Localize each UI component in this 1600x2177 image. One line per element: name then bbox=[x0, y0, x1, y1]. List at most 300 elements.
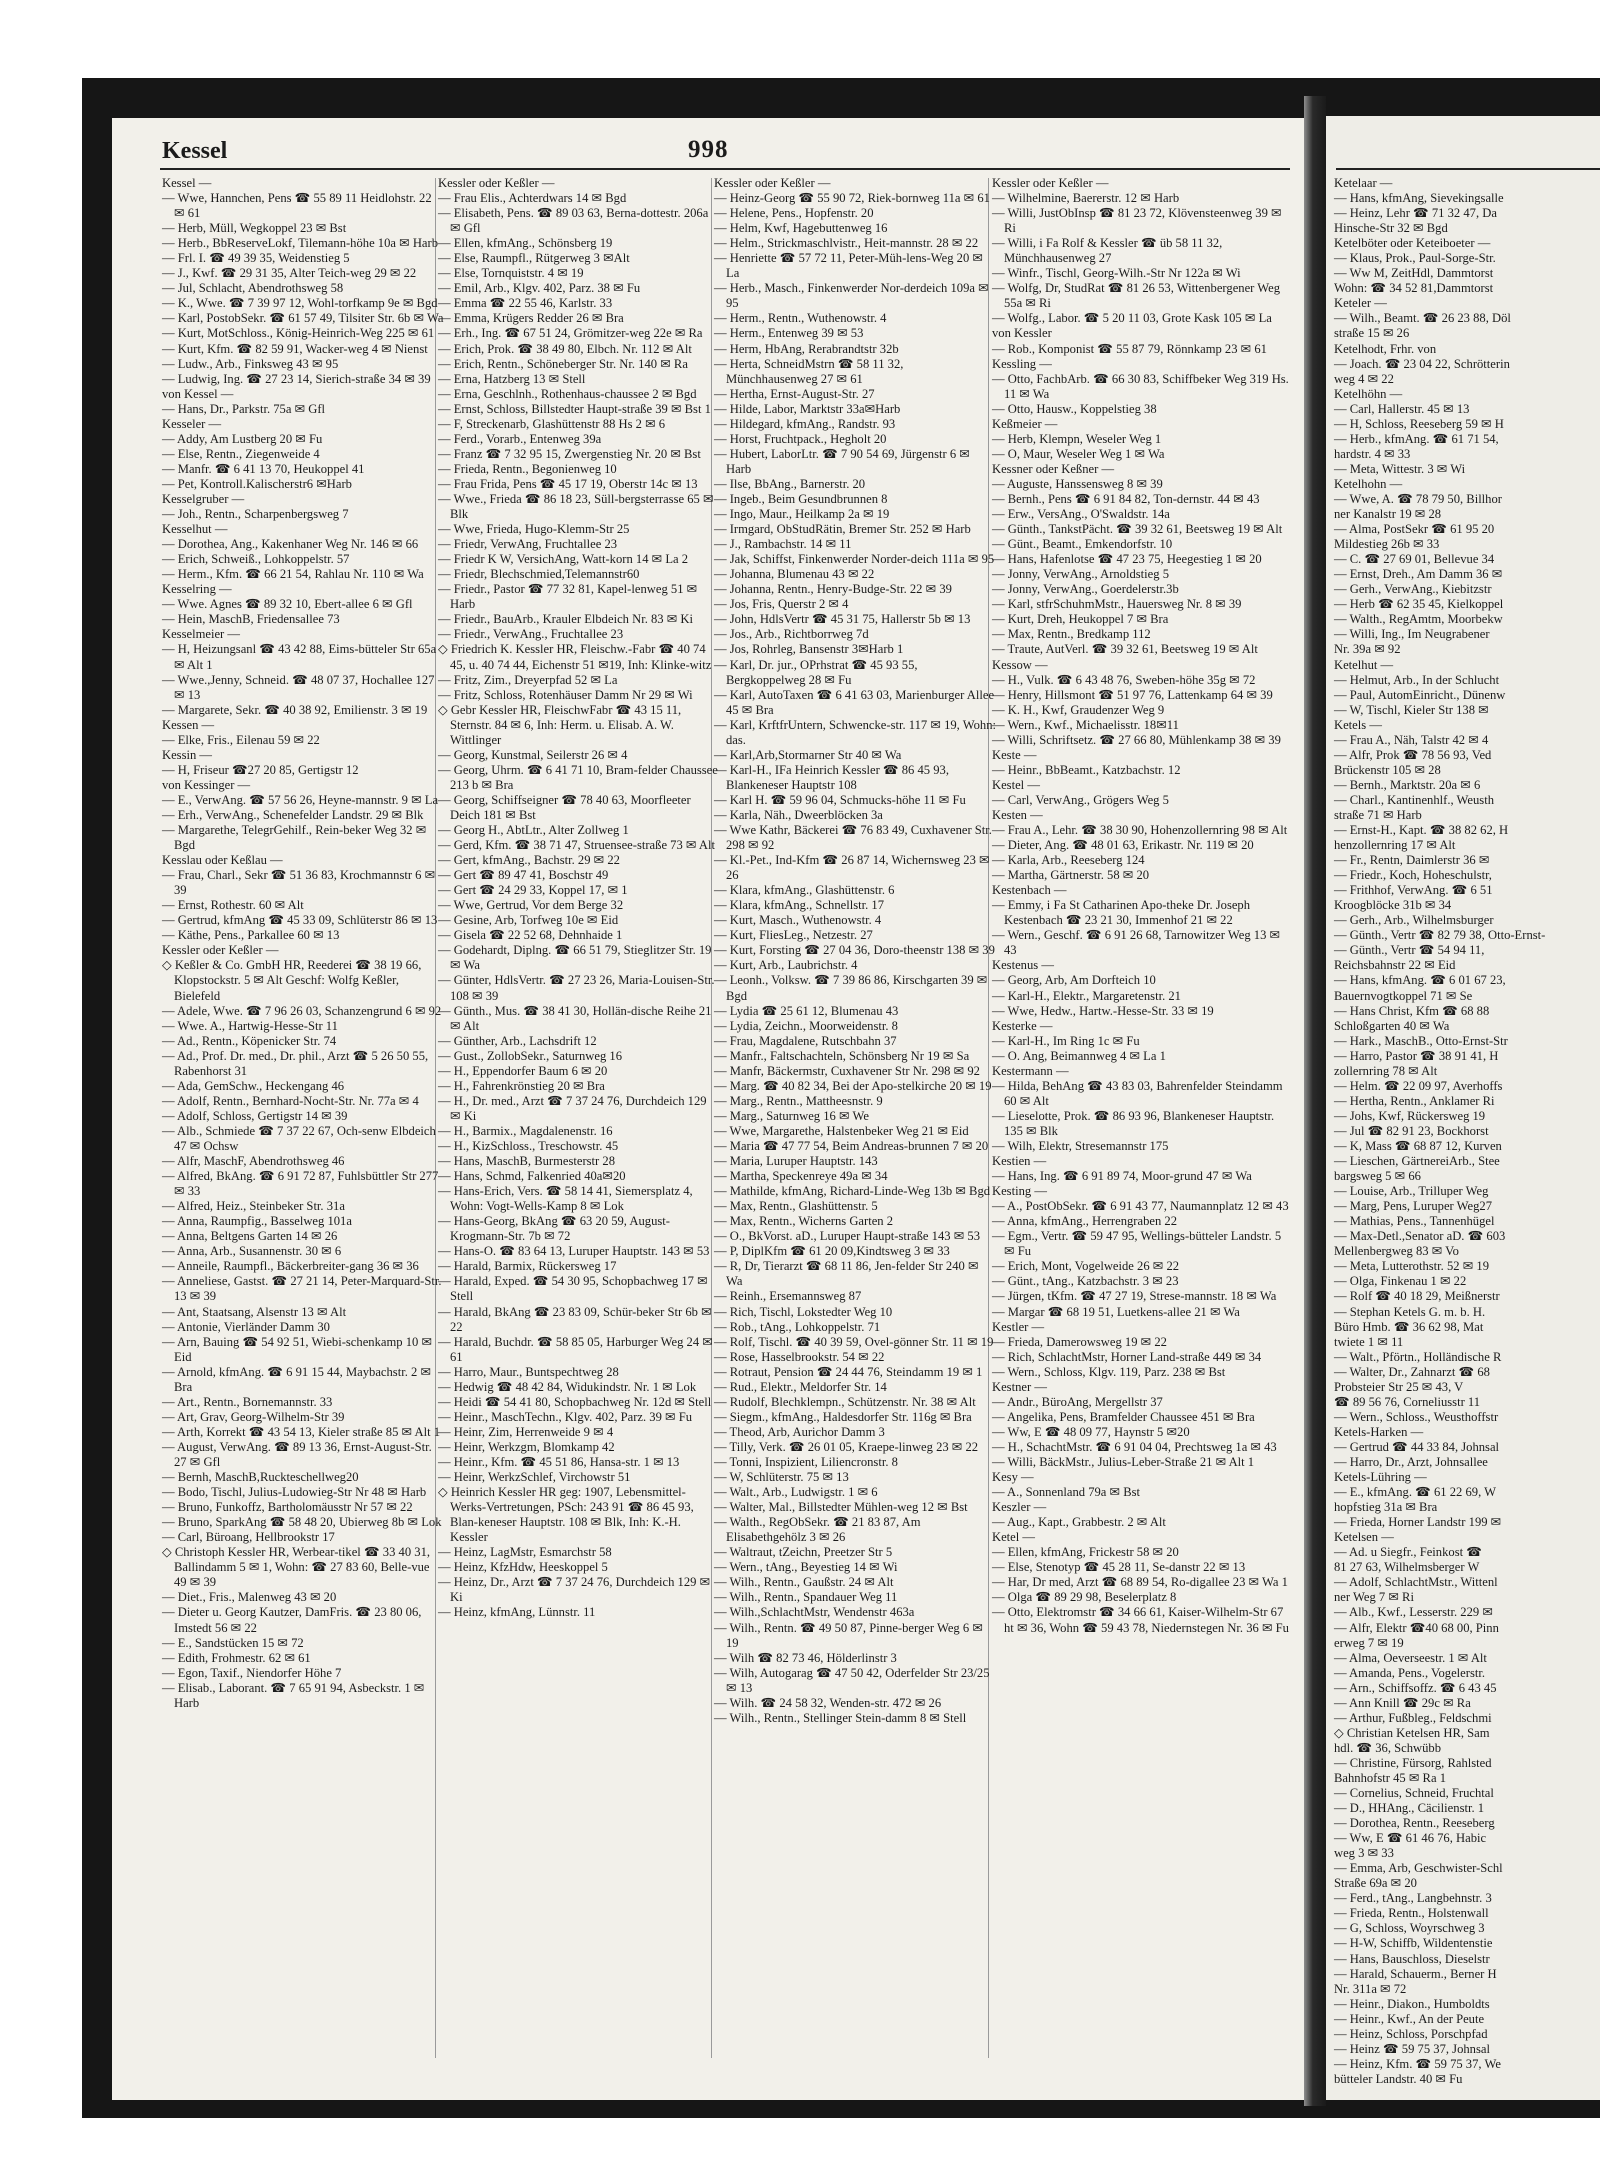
directory-entry: — Wilh., Beamt. ☎ 26 23 88, Döl bbox=[1334, 311, 1511, 326]
directory-entry: — Wilh, Elektr, Stresemannstr 175 bbox=[992, 1139, 1169, 1153]
directory-entry: — Heinr., Kwf., An der Peute bbox=[1334, 2011, 1485, 2026]
directory-entry: — Frl. I. ☎ 49 39 35, Weidenstieg 5 bbox=[162, 251, 350, 266]
directory-entry: — Karla, Arb., Reeseberg 124 bbox=[992, 853, 1145, 868]
directory-entry: — Günt., tAng., Katzbachstr. 3 ✉ 23 bbox=[992, 1274, 1179, 1289]
directory-entry: — Antonie, Vierländer Damm 30 bbox=[162, 1319, 330, 1334]
directory-entry: — Leonh., Volksw. ☎ 7 39 86 86, Kirschgarten 39 ✉ Bgd bbox=[714, 973, 988, 1003]
directory-entry: — Auguste, Hanssensweg 8 ✉ 39 bbox=[992, 476, 1163, 491]
directory-entry: — Gerh., VerwAng., Kiebitzstr bbox=[1334, 582, 1492, 597]
directory-entry: — Karl, AutoTaxen ☎ 6 41 63 03, Marienburger Allee 45 ✉ Bra bbox=[714, 687, 995, 717]
directory-entry: — Wern., Kwf., Michaelisstr. 18✉11 bbox=[992, 717, 1179, 732]
directory-entry: — Jonny, VerwAng., Goerdelerstr.3b bbox=[992, 582, 1179, 597]
directory-entry: Kessner oder Keßner — bbox=[992, 461, 1115, 476]
directory-entry: — Wilh.,SchlachtMstr, Wendenstr 463a bbox=[714, 1605, 915, 1620]
directory-entry: — Ernst, Schloss, Billstedter Haupt-straße 39 ✉ Bst 1 bbox=[438, 401, 711, 416]
directory-entry: — Hubert, LaborLtr. ☎ 7 90 54 69, Jürgenstr 6 ✉ Harb bbox=[714, 446, 970, 476]
directory-entry: — Hans, Bauschloss, Dieselstr bbox=[1334, 1951, 1490, 1966]
directory-entry: ◇ Christoph Kessler HR, Werbear-tikel ☎ 33 40 31, Ballindamm 5 ✉ 1, Wohn: ☎ 27 83 60, Belle-vue 49 ✉ 39 bbox=[162, 1545, 431, 1590]
directory-entry: Keszler — bbox=[992, 1500, 1047, 1515]
directory-entry: — Charl., Kantinenhlf., Weusth bbox=[1334, 792, 1494, 807]
directory-entry: — Georg H., AbtLtr., Alter Zollweg 1 bbox=[438, 823, 629, 838]
directory-entry: — Rud., Elektr., Meldorfer Str. 14 bbox=[714, 1379, 887, 1394]
directory-entry: — Heinr., BbBeamt., Katzbachstr. 12 bbox=[992, 762, 1181, 777]
directory-entry: — Ad., Prof. Dr. med., Dr. phil., Arzt ☎ 5 26 50 55, Rabenhorst 31 bbox=[162, 1048, 429, 1078]
directory-entry: — Rolf ☎ 40 18 29, Meißnerstr bbox=[1334, 1289, 1500, 1304]
directory-entry: — Helene, Pens., Hopfenstr. 20 bbox=[714, 206, 874, 221]
directory-entry: — Maria, Luruper Hauptstr. 143 bbox=[714, 1154, 878, 1169]
directory-entry: — Maria ☎ 47 77 54, Beim Andreas-brunnen 7 ✉ 20 bbox=[714, 1139, 989, 1153]
directory-entry: — Hertha, Rentn., Anklamer Ri bbox=[1334, 1093, 1495, 1108]
directory-entry: — Harald, Barmix, Rückersweg 17 bbox=[438, 1259, 617, 1274]
directory-entry: — Gertrud, kfmAng ☎ 45 33 09, Schlüterstr 86 ✉ 13 bbox=[162, 913, 438, 928]
directory-entry: — Helm., Strickmaschlvistr., Heit-mannstr. 28 ✉ 22 bbox=[714, 236, 979, 251]
directory-entry: — H., Dr. med., Arzt ☎ 7 37 24 76, Durchdeich 129 ✉ Ki bbox=[438, 1093, 707, 1123]
directory-entry: — Rob., tAng., Lohkoppelstr. 71 bbox=[714, 1319, 881, 1334]
directory-entry: — Arn, Bauing ☎ 54 92 51, Wiebi-schenkamp 10 ✉ Eid bbox=[162, 1334, 432, 1364]
directory-entry: — Herm., Entenweg 39 ✉ 53 bbox=[714, 326, 864, 341]
directory-entry: — Arn., Schiffsoffz. ☎ 6 43 45 bbox=[1334, 1680, 1497, 1695]
directory-entry: — Irmgard, ObStudRätin, Bremer Str. 252 ✉ Harb bbox=[714, 522, 971, 537]
directory-entry: — Karl H. ☎ 59 96 04, Schmucks-höhe 11 ✉ Fu bbox=[714, 792, 966, 807]
directory-entry: — Frithhof, VerwAng. ☎ 6 51 bbox=[1334, 883, 1493, 898]
directory-entry: Kessin — bbox=[162, 747, 213, 762]
directory-entry: Kesselmeier — bbox=[162, 627, 240, 642]
header-rule bbox=[160, 168, 1290, 170]
directory-entry: — Ilse, BbAng., Barnerstr. 20 bbox=[714, 476, 866, 491]
directory-entry: Ketelhut — bbox=[1334, 657, 1394, 672]
directory-entry: — Herta, SchneidMstrn ☎ 58 11 32, Münchhausenweg 27 ✉ 61 bbox=[714, 356, 904, 386]
directory-entry: Nr. 39a ✉ 92 bbox=[1334, 642, 1401, 657]
directory-entry: — Max, Rentn., Glashüttenstr. 5 bbox=[714, 1199, 878, 1214]
directory-entry: — Wwe., Frieda ☎ 86 18 23, Süll-bergsterrasse 65 ✉ Blk bbox=[438, 491, 714, 522]
directory-entry: — Karl-H., Im Ring 1c ✉ Fu bbox=[992, 1033, 1140, 1048]
directory-entry: erweg 7 ✉ 19 bbox=[1334, 1635, 1404, 1650]
directory-entry: — J., Kwf. ☎ 29 31 35, Alter Teich-weg 29 ✉ 22 bbox=[162, 266, 417, 281]
directory-entry: — Hans-Georg, BkAng ☎ 63 20 59, August-Krogmann-Str. 7b ✉ 72 bbox=[438, 1214, 670, 1244]
directory-entry: — Aug., Kapt., Grabbestr. 2 ✉ Alt bbox=[992, 1515, 1166, 1530]
directory-entry: — Kurt, Masch., Wuthenowstr. 4 bbox=[714, 913, 882, 928]
directory-entry: ◇ Friedrich K. Kessler HR, Fleischw.-Fabr ☎ 40 74 45, u. 40 74 44, Eichenstr 51 ✉19, Inh: Klinke-witz bbox=[438, 642, 712, 672]
directory-entry: — Otto, Hausw., Koppelstieg 38 bbox=[992, 401, 1157, 416]
directory-entry: — Willi, BäckMstr., Julius-Leber-Straße 21 ✉ Alt 1 bbox=[992, 1454, 1255, 1469]
directory-entry: — Harro, Maur., Buntspechtweg 28 bbox=[438, 1364, 619, 1379]
directory-entry: — Otto, FachbArb. ☎ 66 30 83, Schiffbeker Weg 319 Hs. 11 ✉ Wa bbox=[992, 371, 1289, 401]
directory-entry: — Hans Christ, Kfm ☎ 68 88 bbox=[1334, 1003, 1490, 1018]
directory-entry: — Karl-H., Elektr., Margaretenstr. 21 bbox=[992, 988, 1181, 1003]
directory-entry: — Ludw., Arb., Finksweg 43 ✉ 95 bbox=[162, 356, 339, 371]
directory-entry: — Carl, Hallerstr. 45 ✉ 13 bbox=[1334, 401, 1470, 416]
directory-entry: — Egon, Taxif., Niendorfer Höhe 7 bbox=[162, 1665, 342, 1680]
directory-entry: — Wilh., Rentn., Stellinger Stein-damm 8 ✉ Stell bbox=[714, 1710, 967, 1725]
directory-entry: — Wwe, Margarethe, Halstenbeker Weg 21 ✉ Eid bbox=[714, 1123, 969, 1138]
directory-entry: — Bruno, Funkoffz, Bartholomäusstr Nr 57 ✉ 22 bbox=[162, 1500, 413, 1515]
directory-entry: — Karl, stfrSchuhmMstr., Hauersweg Nr. 8 ✉ 39 bbox=[992, 597, 1242, 612]
directory-entry: — Frau Frida, Pens ☎ 45 17 19, Oberstr 14c ✉ 13 bbox=[438, 476, 698, 491]
directory-entry: — Dorothea, Rentn., Reeseberg bbox=[1334, 1816, 1495, 1831]
directory-entry: Büro Hmb. ☎ 36 62 98, Mat bbox=[1334, 1319, 1484, 1334]
directory-entry: — Käthe, Pens., Parkallee 60 ✉ 13 bbox=[162, 928, 340, 943]
directory-entry: — Klaus, Prok., Paul-Sorge-Str. bbox=[1334, 251, 1496, 266]
directory-entry: — Wilh. ☎ 24 58 32, Wenden-str. 472 ✉ 26 bbox=[714, 1695, 942, 1710]
directory-entry: Kestel — bbox=[992, 777, 1040, 792]
directory-entry: — Arthur, Fußbleg., Feldschmi bbox=[1334, 1710, 1492, 1725]
directory-entry: — R, Dr, Tierarzt ☎ 68 11 86, Jen-felder Str 240 ✉ Wa bbox=[714, 1259, 979, 1289]
directory-entry: — Henriette ☎ 57 72 11, Peter-Müh-lens-Weg 20 ✉ La bbox=[714, 251, 983, 281]
book-gutter bbox=[1304, 96, 1326, 2106]
directory-entry: Kestien — bbox=[992, 1154, 1047, 1169]
directory-entry: — Carl, VerwAng., Grögers Weg 5 bbox=[992, 792, 1169, 807]
directory-column-2 bbox=[438, 176, 720, 2076]
directory-entry: — Walth., RegObSekr. ☎ 21 83 87, Am Elisabethgehölz 3 ✉ 26 bbox=[714, 1515, 921, 1545]
directory-entry: ner Kanalstr 19 ✉ 28 bbox=[1334, 507, 1442, 522]
directory-entry: — Bruno, SparkAng ☎ 58 48 20, Ubierweg 8b ✉ Lok bbox=[162, 1515, 442, 1530]
directory-entry: — Klara, kfmAng., Schnellstr. 17 bbox=[714, 898, 884, 913]
directory-entry: — Heinz ☎ 59 75 37, Johnsal bbox=[1334, 2041, 1490, 2056]
directory-entry: Nr. 311a ✉ 72 bbox=[1334, 1981, 1407, 1996]
directory-entry: — W, Tischl, Kieler Str 138 ✉ bbox=[1334, 702, 1489, 717]
directory-entry: ner Weg 7 ✉ Ri bbox=[1334, 1590, 1414, 1605]
directory-entry: — Friedr., VerwAng., Fruchtallee 23 bbox=[438, 627, 624, 642]
directory-column-4 bbox=[992, 176, 1292, 2076]
directory-entry: — Wilhelmine, Baererstr. 12 ✉ Harb bbox=[992, 191, 1180, 206]
directory-entry: — Ad. u Siegfr., Feinkost ☎ bbox=[1334, 1545, 1482, 1560]
directory-entry: Schloßgarten 40 ✉ Wa bbox=[1334, 1018, 1450, 1033]
directory-entry: — Marg., Saturnweg 16 ✉ We bbox=[714, 1108, 869, 1123]
directory-entry: — Tilly, Verk. ☎ 26 01 05, Kraepe-linweg 23 ✉ 22 bbox=[714, 1439, 979, 1454]
directory-entry: — Martha, Speckenreye 49a ✉ 34 bbox=[714, 1169, 888, 1184]
directory-entry: — A., PostObSekr. ☎ 6 91 43 77, Naumannplatz 12 ✉ 43 bbox=[992, 1199, 1289, 1214]
directory-entry: — Georg, Uhrm. ☎ 6 41 71 10, Bram-felder Chaussee 213 b ✉ Bra bbox=[438, 762, 718, 792]
directory-entry: — D., HHAng., Cäcilienstr. 1 bbox=[1334, 1801, 1485, 1816]
directory-entry: — Bernh., Marktstr. 20a ✉ 6 bbox=[1334, 777, 1481, 792]
directory-entry: — H., Fahrenkrönstieg 20 ✉ Bra bbox=[438, 1078, 605, 1093]
directory-entry: — Heinr., MaschTechn., Klgv. 402, Parz. 39 ✉ Fu bbox=[438, 1409, 693, 1424]
directory-entry: — Else, Stenotyp ☎ 45 28 11, Se-danstr 22 ✉ 13 bbox=[992, 1560, 1246, 1575]
directory-entry: — Heinz, Kfm. ☎ 59 75 37, We bbox=[1334, 2056, 1501, 2071]
page-number: 998 bbox=[688, 136, 729, 163]
directory-entry: — Friedr., BauArb., Krauler Elbdeich Nr. 83 ✉ Ki bbox=[438, 612, 694, 627]
directory-entry: — Ww, E ☎ 61 46 76, Habic bbox=[1334, 1831, 1487, 1846]
directory-entry: — Hilda, BehAng ☎ 43 83 03, Bahrenfelder Steindamm 60 ✉ Alt bbox=[992, 1078, 1283, 1108]
directory-entry: — Dorothea, Ang., Kakenhaner Weg Nr. 146 ✉ 66 bbox=[162, 537, 419, 552]
directory-entry: Keßmeier — bbox=[992, 416, 1058, 431]
directory-entry: Kessler oder Keßler — bbox=[438, 176, 555, 190]
directory-entry: bütteler Landstr. 40 ✉ Fu bbox=[1334, 2071, 1463, 2086]
directory-entry: — Heinz, Dr., Arzt ☎ 7 37 24 76, Durchdeich 129 ✉ Ki bbox=[438, 1575, 711, 1605]
directory-entry: — Frau A., Näh, Talstr 42 ✉ 4 bbox=[1334, 732, 1489, 747]
directory-entry: — Manfr, Bäckermstr, Cuxhavener Str Nr. 298 ✉ 92 bbox=[714, 1063, 980, 1078]
directory-entry: — Hans, Schmd, Falkenried 40a✉20 bbox=[438, 1169, 626, 1184]
directory-entry: — Herm., Rentn., Wuthenowstr. 4 bbox=[714, 311, 887, 326]
directory-entry: — Heinz, kfmAng, Lünnstr. 11 bbox=[438, 1605, 596, 1620]
directory-entry: Bauernvogtkoppel 71 ✉ Se bbox=[1334, 988, 1473, 1003]
directory-entry: — Hildegard, kfmAng., Randstr. 93 bbox=[714, 416, 896, 431]
directory-entry: — Olga ☎ 89 29 98, Beselerplatz 8 bbox=[992, 1590, 1177, 1605]
directory-entry: von Kessinger — bbox=[162, 777, 251, 792]
directory-entry: — Martha, Gärtnerstr. 58 ✉ 20 bbox=[992, 868, 1150, 883]
right-page-header-rule bbox=[1336, 168, 1600, 170]
directory-column-5-partial bbox=[1334, 176, 1600, 2086]
directory-entry: — Karl, PostobSekr. ☎ 61 57 49, Tilsiter Str. 6b ✉ Wa bbox=[162, 311, 444, 326]
directory-entry: — Alb., Schmiede ☎ 7 37 22 67, Och-senw Elbdeich 47 ✉ Ochsw bbox=[162, 1123, 436, 1153]
directory-entry: — Art., Rentn., Bornemannstr. 33 bbox=[162, 1394, 333, 1409]
directory-entry: — Wwe, Frieda, Hugo-Klemm-Str 25 bbox=[438, 522, 630, 537]
directory-entry: — Alfr, MaschF, Abendrothsweg 46 bbox=[162, 1154, 345, 1169]
directory-entry: — P, DiplKfm ☎ 61 20 09,Kindtsweg 3 ✉ 33 bbox=[714, 1244, 950, 1259]
directory-entry: — Gerd, Kfm. ☎ 38 71 47, Struensee-straße 73 ✉ Alt bbox=[438, 838, 716, 853]
directory-entry: — Louise, Arb., Trilluper Weg bbox=[1334, 1184, 1489, 1199]
directory-entry: — Erh., Ing. ☎ 67 51 24, Grömitzer-weg 22e ✉ Ra bbox=[438, 326, 703, 341]
directory-entry: — Herm, HbAng, Rerabrandtstr 32b bbox=[714, 341, 899, 356]
directory-entry: — Lydia, Zeichn., Moorweidenstr. 8 bbox=[714, 1018, 898, 1033]
directory-entry: Kessow — bbox=[992, 657, 1048, 672]
directory-entry: — Anna, Raumpfig., Basselweg 101a bbox=[162, 1214, 352, 1229]
directory-entry: — Angelika, Pens, Bramfelder Chaussee 451 ✉ Bra bbox=[992, 1409, 1255, 1424]
directory-entry: weg 3 ✉ 33 bbox=[1334, 1846, 1394, 1861]
directory-entry: straße 71 ✉ Harb bbox=[1334, 807, 1422, 822]
directory-entry: — Harald, Schauerm., Berner H bbox=[1334, 1966, 1497, 1981]
directory-entry: — Günther, Arb., Lachsdrift 12 bbox=[438, 1033, 597, 1048]
directory-entry: — Frau Elis., Achterdwars 14 ✉ Bgd bbox=[438, 191, 627, 206]
directory-entry: — Willi, JustObInsp ☎ 81 23 72, Klövensteenweg 39 ✉ Ri bbox=[992, 206, 1282, 236]
directory-entry: — Günth., Vertr ☎ 54 94 11, bbox=[1334, 943, 1485, 958]
directory-entry: — John, HdlsVertr ☎ 45 31 75, Hallerstr 5b ✉ 13 bbox=[714, 612, 971, 627]
directory-entry: — Karl-H., IFa Heinrich Kessler ☎ 86 45 93, Blankeneser Hauptstr 108 bbox=[714, 762, 949, 792]
directory-entry: Kessen — bbox=[162, 717, 215, 732]
directory-entry: — Karl, Dr. jur., OPrhstrat ☎ 45 93 55, Bergkoppelweg 28 ✉ Fu bbox=[714, 657, 918, 687]
directory-entry: Kesterke — bbox=[992, 1018, 1053, 1033]
directory-entry: — H, Schloss, Reeseberg 59 ✉ H bbox=[1334, 416, 1504, 431]
directory-entry: — Johanna, Rentn., Henry-Budge-Str. 22 ✉ 39 bbox=[714, 582, 952, 597]
directory-entry: — Marg, Pens, Luruper Weg27 bbox=[1334, 1199, 1493, 1214]
directory-entry: — Günt., Beamt., Emkendorfstr. 10 bbox=[992, 537, 1173, 552]
directory-entry: — Jos, Rohrleg, Bansenstr 3✉Harb 1 bbox=[714, 642, 904, 657]
directory-entry: — Kl.-Pet., Ind-Kfm ☎ 26 87 14, Wichernsweg 23 ✉ 26 bbox=[714, 853, 990, 883]
directory-entry: — Jürgen, tKfm. ☎ 47 27 19, Strese-mannstr. 18 ✉ Wa bbox=[992, 1289, 1277, 1304]
directory-entry: — Ingo, Maur., Heilkamp 2a ✉ 19 bbox=[714, 507, 890, 522]
directory-entry: — O., BkVorst. aD., Luruper Haupt-straße 143 ✉ 53 bbox=[714, 1229, 980, 1244]
directory-column-3 bbox=[714, 176, 996, 2076]
directory-entry: — Lydia ☎ 25 61 12, Blumenau 43 bbox=[714, 1003, 899, 1018]
directory-entry: — Wwe. Agnes ☎ 89 32 10, Ebert-allee 6 ✉ Gfl bbox=[162, 597, 413, 612]
directory-entry: — Alma, Oeverseestr. 1 ✉ Alt bbox=[1334, 1650, 1487, 1665]
directory-entry: — Margarethe, TelegrGehilf., Rein-beker Weg 32 ✉ Bgd bbox=[162, 823, 427, 853]
directory-entry: — Friedr, Blechschmied,Telemannstr60 bbox=[438, 567, 640, 582]
directory-entry: — Harro, Pastor ☎ 38 91 41, H bbox=[1334, 1048, 1499, 1063]
directory-entry: — Rose, Hasselbrookstr. 54 ✉ 22 bbox=[714, 1349, 885, 1364]
directory-entry: — Gesine, Arb, Torfweg 10e ✉ Eid bbox=[438, 913, 619, 928]
directory-entry: — Alfr, Elektr ☎40 68 00, Pinn bbox=[1334, 1620, 1499, 1635]
directory-entry: — Gert ☎ 24 29 33, Koppel 17, ✉ 1 bbox=[438, 883, 628, 898]
directory-entry: — Kurt, Arb., Laubrichstr. 4 bbox=[714, 958, 858, 973]
directory-entry: — H, Friseur ☎27 20 85, Gertigstr 12 bbox=[162, 762, 359, 777]
directory-entry: — Wern., Schloss, Klgv. 119, Parz. 238 ✉ Bst bbox=[992, 1364, 1226, 1379]
directory-entry: — Erich, Mont, Vogelweide 26 ✉ 22 bbox=[992, 1259, 1180, 1274]
directory-entry: — Andr., BüroAng, Mergellstr 37 bbox=[992, 1394, 1163, 1409]
directory-entry: Kessel — bbox=[162, 176, 212, 190]
directory-entry: — E., VerwAng. ☎ 57 56 26, Heyne-mannstr. 9 ✉ La bbox=[162, 792, 439, 807]
directory-entry: — Günth., Vertr ☎ 82 79 38, Otto-Ernst- bbox=[1334, 928, 1546, 943]
directory-entry: — Wwe.,Jenny, Schneid. ☎ 48 07 37, Hochallee 127 ✉ 13 bbox=[162, 672, 435, 702]
directory-entry: — Frieda, Damerowsweg 19 ✉ 22 bbox=[992, 1334, 1167, 1349]
directory-entry: — Hans, kfmAng. ☎ 6 01 67 23, bbox=[1334, 973, 1506, 988]
directory-entry: Ketels-Harken — bbox=[1334, 1424, 1424, 1439]
directory-entry: — Erh., VerwAng., Schenefelder Landstr. 29 ✉ Blk bbox=[162, 807, 424, 822]
directory-entry: — Hans-Erich, Vers. ☎ 58 14 41, Siemersplatz 4, Wohn: Vogt-Wells-Kamp 8 ✉ Lok bbox=[438, 1184, 693, 1214]
directory-entry: — Frieda, Horner Landstr 199 ✉ bbox=[1334, 1515, 1502, 1530]
directory-entry: — Addy, Am Lustberg 20 ✉ Fu bbox=[162, 431, 323, 446]
directory-entry: — Marg. ☎ 40 82 34, Bei der Apo-stelkirche 20 ✉ 19 bbox=[714, 1078, 992, 1093]
directory-entry: — Fritz, Zim., Dreyerpfad 52 ✉ La bbox=[438, 672, 618, 687]
directory-entry: — Gertrud ☎ 44 33 84, Johnsal bbox=[1334, 1439, 1500, 1454]
directory-entry: — Hark., MaschB., Otto-Ernst-Str bbox=[1334, 1033, 1508, 1048]
directory-entry: Kesslau oder Keßlau — bbox=[162, 853, 283, 868]
directory-entry: Ketel — bbox=[992, 1530, 1036, 1545]
directory-entry: — Meta, Lutterothstr. 52 ✉ 19 bbox=[1334, 1259, 1490, 1274]
directory-entry: — Bernh, MaschB,Ruckteschellweg20 bbox=[162, 1470, 359, 1485]
directory-entry: — Willi, i Fa Rolf & Kessler ☎ üb 58 11 32, Münchhausenweg 27 bbox=[992, 236, 1223, 266]
directory-entry: — A., Sonnenland 79a ✉ Bst bbox=[992, 1485, 1141, 1500]
directory-entry: — Jonny, VerwAng., Arnoldstieg 5 bbox=[992, 567, 1170, 582]
directory-entry: — Karla, Näh., Dweerblöcken 3a bbox=[714, 807, 883, 822]
directory-entry: — Ernst, Dreh., Am Damm 36 ✉ bbox=[1334, 567, 1503, 582]
directory-entry: Kessler oder Keßler — bbox=[162, 943, 279, 958]
directory-entry: — K. H., Kwf, Graudenzer Weg 9 bbox=[992, 702, 1165, 717]
directory-entry: ◇ Heinrich Kessler HR geg: 1907, Lebensmittel-Werks-Vertretungen, PSch: 243 91 ☎ 86 45 93, Blan-keneser Hauptstr. 108 ✉ Blk, Inh: K.-H. Kessler bbox=[438, 1485, 694, 1545]
directory-entry: — Amanda, Pens., Vogelerstr. bbox=[1334, 1665, 1486, 1680]
directory-entry: von Kessel — bbox=[162, 386, 234, 401]
directory-entry: — Rich, SchlachtMstr, Horner Land-straße 449 ✉ 34 bbox=[992, 1349, 1262, 1364]
directory-entry: — Fr., Rentn, Daimlerstr 36 ✉ bbox=[1334, 853, 1490, 868]
directory-entry: — Siegm., kfmAng., Haldesdorfer Str. 116g ✉ Bra bbox=[714, 1409, 972, 1424]
directory-entry: — Hedwig ☎ 48 42 84, Widukindstr. Nr. 1 ✉ Lok bbox=[438, 1379, 697, 1394]
directory-entry: — Paul, AutomEinricht., Dünenw bbox=[1334, 687, 1506, 702]
directory-entry: — Hans, Hafenlotse ☎ 47 23 75, Heegestieg 1 ✉ 20 bbox=[992, 552, 1262, 567]
directory-entry: Keteler — bbox=[1334, 296, 1387, 311]
directory-entry: — Wolfg, Dr, StudRat ☎ 81 26 53, Wittenbergener Weg 55a ✉ Ri bbox=[992, 281, 1281, 311]
directory-entry: henzollernring 17 ✉ Alt bbox=[1334, 838, 1456, 853]
directory-entry: — Anneliese, Gastst. ☎ 27 21 14, Peter-Marquard-Str. 13 ✉ 39 bbox=[162, 1274, 442, 1304]
directory-entry: — Heidi ☎ 54 41 80, Schopbachweg Nr. 12d ✉ Stell bbox=[438, 1394, 712, 1409]
directory-entry: — Emil, Arb., Klgv. 402, Parz. 38 ✉ Fu bbox=[438, 281, 641, 296]
directory-entry: — Dieter u. Georg Kautzer, DamFris. ☎ 23 80 06, Imstedt 56 ✉ 22 bbox=[162, 1605, 422, 1635]
directory-entry: — Georg, Arb, Am Dorfteich 10 bbox=[992, 973, 1156, 988]
directory-entry: — Emma, Arb, Geschwister-Schl bbox=[1334, 1861, 1503, 1876]
directory-entry: Bahnhofstr 45 ✉ Ra 1 bbox=[1334, 1770, 1446, 1785]
directory-entry: — Otto, Elektromstr ☎ 34 66 61, Kaiser-Wilhelm-Str 67 ht ✉ 36, Wohn ☎ 59 43 78, Niedernstegen Nr. 36 ✉ Fu bbox=[992, 1605, 1289, 1635]
directory-entry: Ketelsen — bbox=[1334, 1530, 1394, 1545]
directory-entry: — Wwe Kathr, Bäckerei ☎ 76 83 49, Cuxhavener Str. 298 ✉ 92 bbox=[714, 823, 992, 853]
directory-entry: — Arth, Korrekt ☎ 43 54 13, Kieler straße 85 ✉ Alt 1 bbox=[162, 1424, 441, 1439]
directory-entry: Kesten — bbox=[992, 807, 1043, 822]
directory-entry: — Willi, Schriftsetz. ☎ 27 66 80, Mühlenkamp 38 ✉ 39 bbox=[992, 732, 1281, 747]
directory-entry: — Emma, Krügers Redder 26 ✉ Bra bbox=[438, 311, 624, 326]
directory-entry: — Hertha, Ernst-August-Str. 27 bbox=[714, 386, 875, 401]
directory-entry: Ketelaar — bbox=[1334, 176, 1393, 190]
directory-entry: — Traute, AutVerl. ☎ 39 32 61, Beetsweg 19 ✉ Alt bbox=[992, 642, 1258, 657]
directory-entry: — Wwe, Hannchen, Pens ☎ 55 89 11 Heidlohstr. 22 ✉ 61 bbox=[162, 191, 432, 221]
directory-entry: hopfstieg 31a ✉ Bra bbox=[1334, 1500, 1438, 1515]
directory-entry: — Günth., TankstPächt. ☎ 39 32 61, Beetsweg 19 ✉ Alt bbox=[992, 522, 1283, 537]
directory-entry: Wohn: ☎ 34 52 81,Dammtorst bbox=[1334, 281, 1494, 296]
directory-entry: — Wern., Schloss., Weusthoffstr bbox=[1334, 1409, 1499, 1424]
directory-entry: Kestenus — bbox=[992, 958, 1054, 973]
directory-entry: — Frieda, Rentn., Holstenwall bbox=[1334, 1906, 1489, 1921]
directory-entry: — Johanna, Blumenau 43 ✉ 22 bbox=[714, 567, 875, 582]
directory-entry: — Herb, Müll, Wegkoppel 23 ✉ Bst bbox=[162, 221, 347, 236]
directory-entry: — August, VerwAng. ☎ 89 13 36, Ernst-August-Str. 27 ✉ Gfl bbox=[162, 1439, 432, 1469]
directory-entry: — Kurt, Forsting ☎ 27 04 36, Doro-theenstr 138 ✉ 39 bbox=[714, 943, 995, 958]
directory-entry: twiete 1 ✉ 11 bbox=[1334, 1334, 1404, 1349]
directory-entry: ◇ Keßler & Co. GmbH HR, Reederei ☎ 38 19 66, Klopstockstr. 5 ✉ Alt Geschf: Wolfg Keßler, Bielefeld bbox=[162, 958, 422, 1003]
directory-entry: hardstr. 4 ✉ 33 bbox=[1334, 446, 1411, 461]
directory-entry: Kesselring — bbox=[162, 582, 232, 597]
directory-entry: — Lieschen, GärtnereiArb., Stee bbox=[1334, 1154, 1500, 1169]
directory-entry: Ketelhöhn — bbox=[1334, 386, 1403, 401]
directory-entry: — H., KizSchloss., Treschowstr. 45 bbox=[438, 1139, 619, 1153]
directory-entry: — Hans, Ing. ☎ 6 91 89 74, Moor-grund 47 ✉ Wa bbox=[992, 1169, 1252, 1184]
directory-entry: — Wern., Geschf. ☎ 6 91 26 68, Tarnowitzer Weg 13 ✉ 43 bbox=[992, 928, 1281, 958]
directory-entry: — Ferd., Vorarb., Entenweg 39a bbox=[438, 431, 602, 446]
directory-entry: — Horst, Fruchtpack., Hegholt 20 bbox=[714, 431, 887, 446]
directory-entry: Mildestieg 26b ✉ 33 bbox=[1334, 537, 1440, 552]
directory-entry: — Friedr., Koch, Hoheschulstr, bbox=[1334, 868, 1492, 883]
directory-entry: — F, Streckenarb, Glashüttenstr 88 Hs 2 ✉ 6 bbox=[438, 416, 666, 431]
directory-entry: — Ferd., tAng., Langbehnstr. 3 bbox=[1334, 1891, 1492, 1906]
directory-entry: — Olga, Finkenau 1 ✉ 22 bbox=[1334, 1274, 1467, 1289]
directory-entry: Kesselgruber — bbox=[162, 491, 245, 506]
directory-entry: — Ludwig, Ing. ☎ 27 23 14, Sierich-straße 34 ✉ 39 bbox=[162, 371, 431, 386]
directory-entry: weg 4 ✉ 22 bbox=[1334, 371, 1394, 386]
directory-entry: — H-W, Schiffb, Wildentenstie bbox=[1334, 1936, 1493, 1951]
directory-entry: — Klara, kfmAng., Glashüttenstr. 6 bbox=[714, 883, 895, 898]
directory-entry: Kestler — bbox=[992, 1319, 1045, 1334]
directory-entry: — Anna, Arb., Susannenstr. 30 ✉ 6 bbox=[162, 1244, 342, 1259]
directory-entry: — Karl, KrftfrUntern, Schwencke-str. 117 ✉ 19, Wohn: das. bbox=[714, 717, 996, 747]
directory-entry: — Herb., kfmAng. ☎ 61 71 54, bbox=[1334, 431, 1499, 446]
directory-column-1 bbox=[162, 176, 444, 2076]
directory-entry: — Rich, Tischl, Lokstedter Weg 10 bbox=[714, 1304, 893, 1319]
directory-entry: — Max, Rentn., Wicherns Garten 2 bbox=[714, 1214, 894, 1229]
directory-entry: — Wilh ☎ 82 73 46, Hölderlinstr 3 bbox=[714, 1650, 897, 1665]
directory-entry: — Friedr K W, VersichAng, Watt-korn 14 ✉ La 2 bbox=[438, 552, 689, 567]
directory-entry: Brückenstr 105 ✉ 28 bbox=[1334, 762, 1441, 777]
directory-entry: — Frieda, Rentn., Begonienweg 10 bbox=[438, 461, 617, 476]
directory-entry: Keste — bbox=[992, 747, 1037, 762]
directory-entry: — O. Ang, Beimannweg 4 ✉ La 1 bbox=[992, 1048, 1166, 1063]
directory-entry: — Wilh., Rentn., Gaußstr. 24 ✉ Alt bbox=[714, 1575, 894, 1590]
directory-entry: — Erich, Prok. ☎ 38 49 80, Elbch. Nr. 112 ✉ Alt bbox=[438, 341, 692, 356]
directory-entry: — Max, Rentn., Bredkamp 112 bbox=[992, 627, 1151, 642]
directory-entry: — Willi, Ing., Im Neugrabener bbox=[1334, 627, 1490, 642]
directory-entry: — Franz ☎ 7 32 95 15, Zwergenstieg Nr. 20 ✉ Bst bbox=[438, 446, 701, 461]
directory-entry: — Margarete, Sekr. ☎ 40 38 92, Emilienstr. 3 ✉ 19 bbox=[162, 702, 428, 717]
directory-entry: — Emmy, i Fa St Catharinen Apo-theke Dr. Joseph Kestenbach ☎ 23 21 30, Immenhof 21 ✉ 22 bbox=[992, 898, 1251, 928]
directory-entry: — Ada, GemSchw., Heckengang 46 bbox=[162, 1078, 345, 1093]
directory-entry: — Rotraut, Pension ☎ 24 44 76, Steindamm 19 ✉ 1 bbox=[714, 1364, 983, 1379]
directory-entry: Hinsche-Str 32 ✉ Bgd bbox=[1334, 221, 1448, 236]
directory-entry: — Gert ☎ 89 47 41, Boschstr 49 bbox=[438, 868, 609, 883]
directory-entry: Kessler oder Keßler — bbox=[714, 176, 831, 190]
directory-entry: — Gerh., Arb., Wilhelmsburger bbox=[1334, 913, 1494, 928]
directory-entry: — Wilh., Rentn., Spandauer Weg 11 bbox=[714, 1590, 898, 1605]
directory-entry: Kessler oder Keßler — bbox=[992, 176, 1109, 190]
directory-entry: hdl. ☎ 36, Schwübb bbox=[1334, 1740, 1441, 1755]
directory-entry: — Adele, Wwe. ☎ 7 96 26 03, Schanzengrund 6 ✉ 92 bbox=[162, 1003, 442, 1018]
directory-entry: — Wwe. A., Hartwig-Hesse-Str 11 bbox=[162, 1018, 338, 1033]
directory-entry: — Har, Dr med, Arzt ☎ 68 89 54, Ro-digallee 23 ✉ Wa 1 bbox=[992, 1575, 1288, 1590]
directory-entry: Kesseler — bbox=[162, 416, 222, 431]
